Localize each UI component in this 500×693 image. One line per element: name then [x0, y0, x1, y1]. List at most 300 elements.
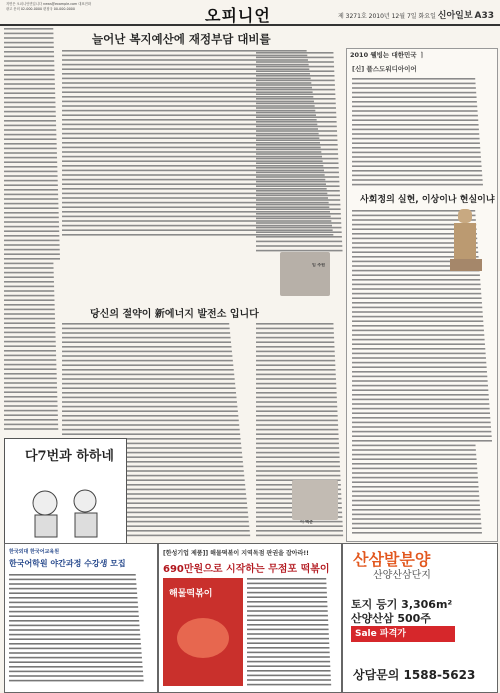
text-line — [256, 98, 336, 100]
text-line — [352, 527, 482, 529]
text-line — [9, 602, 138, 604]
text-line — [247, 587, 327, 589]
text-line — [9, 634, 140, 636]
text-line — [256, 241, 342, 243]
text-line — [4, 286, 54, 288]
text-line — [256, 475, 340, 477]
food-image — [177, 618, 229, 658]
main-headline: 늘어난 복지예산에 재정부담 대비를 — [92, 32, 271, 46]
text-line — [352, 156, 481, 158]
text-line — [256, 112, 336, 114]
page-number: A33 — [474, 11, 494, 21]
text-line — [4, 203, 58, 205]
text-line — [352, 422, 491, 424]
text-line — [352, 399, 489, 401]
text-line — [4, 364, 56, 366]
right-column-headline: 사회정의 실현, 이상이나 현실이냐 — [360, 195, 495, 205]
text-line — [247, 583, 326, 585]
statue-illustration — [442, 205, 490, 275]
text-line — [352, 518, 481, 520]
text-line — [256, 57, 334, 59]
text-line — [4, 148, 57, 150]
text-line — [352, 293, 481, 295]
text-line — [352, 431, 491, 433]
text-line — [352, 403, 489, 405]
text-line — [4, 217, 59, 219]
text-line — [4, 249, 60, 251]
text-line — [352, 532, 482, 534]
text-line — [256, 144, 338, 146]
ad-mountain-ginseng[interactable] — [342, 543, 498, 693]
text-line — [256, 218, 341, 220]
text-line — [256, 162, 339, 164]
text-line — [62, 332, 230, 334]
text-line — [4, 184, 58, 186]
text-line — [4, 102, 55, 104]
text-line — [256, 415, 338, 417]
text-line — [352, 504, 480, 506]
text-line — [4, 322, 55, 324]
text-line — [352, 115, 478, 117]
text-line — [352, 353, 486, 355]
text-line — [247, 670, 331, 672]
text-line — [256, 185, 340, 187]
text-line — [62, 383, 235, 385]
text-line — [256, 461, 340, 463]
text-line — [352, 170, 482, 172]
text-line — [352, 491, 479, 493]
text-line — [352, 106, 477, 108]
text-line — [4, 83, 55, 85]
text-line — [256, 378, 336, 380]
text-line — [256, 355, 335, 357]
ad3-price: 산양산삼 500주 — [351, 612, 431, 625]
text-line — [256, 158, 338, 160]
text-line — [352, 500, 480, 502]
text-line — [256, 406, 337, 408]
ad2-main: 690만원으로 시작하는 무점포 떡볶이 — [163, 564, 330, 575]
text-line — [247, 661, 330, 663]
text-line — [352, 440, 492, 442]
text-line — [352, 514, 481, 516]
text-line — [256, 387, 336, 389]
text-line — [256, 433, 339, 435]
text-line — [352, 417, 490, 419]
text-line — [4, 309, 55, 311]
text-line — [352, 366, 487, 368]
issue-date: 제 3271호 2010년 12월 7일 화요일 — [337, 13, 436, 20]
text-line — [256, 364, 335, 366]
text-line — [4, 345, 56, 347]
text-line — [62, 374, 234, 376]
right-column-text-top — [352, 78, 492, 188]
text-line — [62, 378, 235, 380]
text-line — [256, 103, 336, 105]
text-line — [352, 133, 479, 135]
text-line — [9, 657, 142, 659]
masthead-info-line-1: 지면은 오피니언면입니다 news@example.com 대표전화 — [6, 2, 92, 6]
text-line — [352, 449, 476, 451]
author-name-2: 이 백준 — [300, 520, 313, 524]
text-lines — [352, 78, 492, 188]
text-line — [9, 652, 142, 654]
text-line — [352, 161, 481, 163]
ad3-sale: Sale 파격가 — [351, 626, 455, 642]
text-line — [9, 620, 139, 622]
text-line — [352, 357, 486, 359]
text-line — [256, 231, 342, 233]
text-line — [4, 382, 57, 384]
text-line — [352, 389, 488, 391]
text-line — [256, 75, 334, 77]
text-line — [4, 327, 55, 329]
text-line — [4, 428, 58, 430]
text-line — [256, 213, 341, 215]
text-line — [4, 37, 54, 39]
text-line — [352, 320, 483, 322]
text-line — [352, 279, 480, 281]
text-line — [256, 181, 339, 183]
text-line — [352, 454, 476, 456]
text-line — [352, 458, 477, 460]
ad3-sub: 산양산삼단지 — [373, 570, 431, 581]
text-line — [352, 124, 479, 126]
text-line — [352, 165, 482, 167]
text-line — [4, 341, 56, 343]
text-line — [4, 276, 54, 278]
text-line — [352, 348, 485, 350]
text-line — [62, 406, 237, 408]
ad2-product: 해물떡볶이 — [169, 589, 213, 599]
text-line — [256, 438, 339, 440]
text-line — [9, 643, 141, 645]
text-line — [4, 69, 54, 71]
text-line — [62, 341, 231, 343]
text-line — [4, 60, 54, 62]
text-line — [4, 88, 55, 90]
text-line — [256, 443, 339, 445]
text-line — [256, 525, 343, 527]
text-line — [4, 359, 56, 361]
text-line — [352, 302, 482, 304]
right-column-header: 2010 웰빙는 대한민국 ㅣ — [350, 51, 426, 59]
text-line — [4, 414, 58, 416]
text-line — [352, 385, 488, 387]
text-line — [4, 171, 57, 173]
text-line — [352, 152, 481, 154]
text-line — [247, 619, 328, 621]
text-line — [247, 652, 330, 654]
text-line — [4, 350, 56, 352]
ad3-land: 토지 등기 3,306m² — [351, 598, 453, 611]
text-line — [256, 530, 343, 532]
text-line — [4, 221, 59, 223]
text-line — [4, 56, 54, 58]
text-line — [256, 66, 334, 68]
text-line — [4, 74, 55, 76]
text-line — [352, 110, 478, 112]
text-line — [4, 111, 56, 113]
text-line — [9, 588, 137, 590]
text-line — [4, 396, 57, 398]
text-line — [352, 523, 481, 525]
text-line — [256, 52, 333, 54]
text-line — [256, 208, 341, 210]
text-line — [256, 89, 335, 91]
text-line — [256, 337, 334, 339]
text-line — [62, 415, 238, 417]
text-line — [4, 387, 57, 389]
text-line — [4, 157, 57, 159]
text-line — [4, 405, 58, 407]
ad1-title: 한국어학원 야간과정 수강생 모집 — [9, 559, 126, 568]
text-line — [62, 420, 239, 422]
text-line — [352, 343, 485, 345]
paper-name: 신아일보 — [437, 11, 473, 21]
text-line — [4, 129, 56, 131]
text-line — [256, 167, 339, 169]
masthead — [0, 0, 500, 26]
text-line — [4, 419, 58, 421]
text-line — [352, 486, 479, 488]
text-line — [352, 307, 482, 309]
text-lines — [256, 52, 344, 252]
text-line — [256, 535, 343, 537]
text-line — [256, 447, 339, 449]
text-line — [352, 96, 477, 98]
text-line — [256, 383, 336, 385]
text-line — [352, 83, 476, 85]
text-line — [256, 149, 338, 151]
text-line — [256, 420, 338, 422]
cartoon-title: 다7번과 하하네 — [25, 449, 114, 464]
text-line — [256, 61, 334, 63]
text-line — [256, 176, 339, 178]
text-line — [256, 222, 341, 224]
text-line — [352, 334, 484, 336]
text-line — [352, 284, 481, 286]
text-line — [247, 656, 330, 658]
text-line — [352, 371, 487, 373]
text-line — [62, 346, 231, 348]
text-line — [4, 368, 57, 370]
text-line — [62, 424, 239, 426]
text-line — [256, 135, 337, 137]
text-line — [256, 227, 341, 229]
text-line — [352, 481, 478, 483]
text-line — [256, 199, 340, 201]
text-line — [256, 470, 340, 472]
text-line — [352, 78, 475, 80]
text-line — [256, 346, 334, 348]
text-line — [62, 433, 240, 435]
text-line — [4, 313, 55, 315]
text-line — [352, 468, 477, 470]
text-line — [4, 332, 55, 334]
author-name-1: 임 주원 — [312, 263, 325, 267]
text-line — [4, 138, 57, 140]
cartoon-panel — [4, 438, 127, 544]
text-line — [247, 596, 327, 598]
text-line — [256, 236, 342, 238]
text-line — [9, 615, 139, 617]
text-line — [62, 369, 234, 371]
text-line — [352, 477, 478, 479]
text-line — [352, 138, 480, 140]
section-title: 오피니언 — [205, 6, 271, 25]
text-line — [352, 87, 476, 89]
text-line — [247, 606, 327, 608]
text-line — [4, 401, 57, 403]
author-photo-1 — [280, 252, 330, 296]
text-line — [4, 189, 58, 191]
text-line — [256, 190, 340, 192]
text-line — [9, 597, 137, 599]
text-line — [352, 311, 483, 313]
text-line — [352, 412, 490, 414]
text-line — [256, 323, 333, 325]
ad2-top: [한성기업 제품]] 해물떡볶이 지역독점 판권을 잡아라!! — [163, 550, 309, 557]
text-line — [352, 509, 480, 511]
text-line — [62, 387, 236, 389]
text-line — [9, 680, 144, 682]
text-line — [4, 51, 54, 53]
ad-language-school[interactable] — [4, 543, 158, 693]
text-line — [256, 195, 340, 197]
text-line — [62, 429, 240, 431]
text-line — [256, 80, 335, 82]
text-line — [4, 378, 57, 380]
text-line — [4, 424, 58, 426]
text-line — [247, 665, 330, 667]
second-headline: 당신의 절약이 新에너지 발전소 입니다 — [90, 309, 259, 320]
text-line — [9, 675, 143, 677]
text-line — [4, 295, 54, 297]
text-line — [247, 675, 331, 677]
text-line — [4, 272, 54, 274]
text-line — [247, 633, 329, 635]
text-line — [4, 355, 56, 357]
text-line — [256, 84, 335, 86]
right-column-subhead: [신] 플스도워디아이어 — [352, 65, 417, 73]
text-line — [256, 107, 336, 109]
text-line — [4, 263, 53, 265]
text-line — [352, 297, 482, 299]
text-line — [9, 606, 138, 608]
text-line — [247, 610, 328, 612]
text-line — [352, 339, 485, 341]
text-line — [256, 429, 338, 431]
text-line — [4, 120, 56, 122]
text-line — [247, 638, 329, 640]
text-line — [9, 583, 136, 585]
text-line — [352, 435, 492, 437]
text-line — [62, 397, 236, 399]
text-line — [247, 592, 327, 594]
text-line — [352, 463, 477, 465]
text-line — [256, 341, 334, 343]
text-line — [352, 101, 477, 103]
text-line — [4, 33, 53, 35]
text-line — [247, 601, 327, 603]
ad3-phone: 상담문의 1588-5623 — [353, 668, 476, 682]
text-line — [4, 235, 59, 237]
text-line — [256, 360, 335, 362]
ad-tteokbokki[interactable] — [158, 543, 342, 693]
text-line — [352, 92, 476, 94]
text-line — [352, 472, 478, 474]
ad1-subtitle: 한국외대 한국어교육원 — [9, 549, 60, 555]
text-line — [4, 46, 54, 48]
text-line — [4, 166, 57, 168]
text-line — [4, 65, 54, 67]
left-column-text — [4, 28, 60, 433]
middle-column-text — [256, 52, 344, 252]
text-line — [352, 495, 479, 497]
text-line — [4, 258, 60, 260]
text-line — [62, 360, 233, 362]
text-line — [4, 299, 54, 301]
text-line — [4, 175, 58, 177]
text-line — [256, 328, 334, 330]
text-lines — [4, 28, 60, 433]
text-line — [4, 373, 57, 375]
cartoon-drawing — [5, 463, 124, 543]
text-line — [4, 79, 55, 81]
text-line — [9, 671, 143, 673]
text-line — [9, 648, 141, 650]
text-line — [4, 198, 58, 200]
text-line — [352, 288, 481, 290]
text-line — [4, 194, 58, 196]
text-line — [256, 172, 339, 174]
text-line — [4, 336, 56, 338]
text-line — [352, 325, 484, 327]
text-line — [352, 376, 487, 378]
text-line — [256, 153, 338, 155]
text-line — [352, 380, 488, 382]
text-line — [352, 147, 480, 149]
text-line — [352, 316, 483, 318]
ad2-text-lines — [247, 578, 337, 686]
text-line — [4, 253, 60, 255]
text-line — [4, 207, 59, 209]
text-line — [256, 93, 335, 95]
text-line — [4, 180, 58, 182]
text-line — [256, 466, 340, 468]
text-line — [256, 130, 337, 132]
text-line — [4, 28, 53, 30]
text-line — [62, 364, 233, 366]
ad3-title: 산삼발분양 — [353, 550, 431, 569]
text-line — [256, 410, 337, 412]
text-line — [352, 445, 476, 447]
text-line — [352, 330, 484, 332]
text-line — [4, 115, 56, 117]
text-line — [247, 642, 329, 644]
text-line — [256, 351, 335, 353]
text-line — [62, 401, 237, 403]
ad1-text-lines — [9, 574, 153, 684]
text-line — [9, 592, 137, 594]
text-line — [4, 410, 58, 412]
text-line — [4, 281, 54, 283]
text-line — [4, 134, 56, 136]
text-line — [256, 456, 340, 458]
text-line — [256, 126, 337, 128]
text-line — [62, 323, 229, 325]
text-line — [62, 410, 238, 412]
